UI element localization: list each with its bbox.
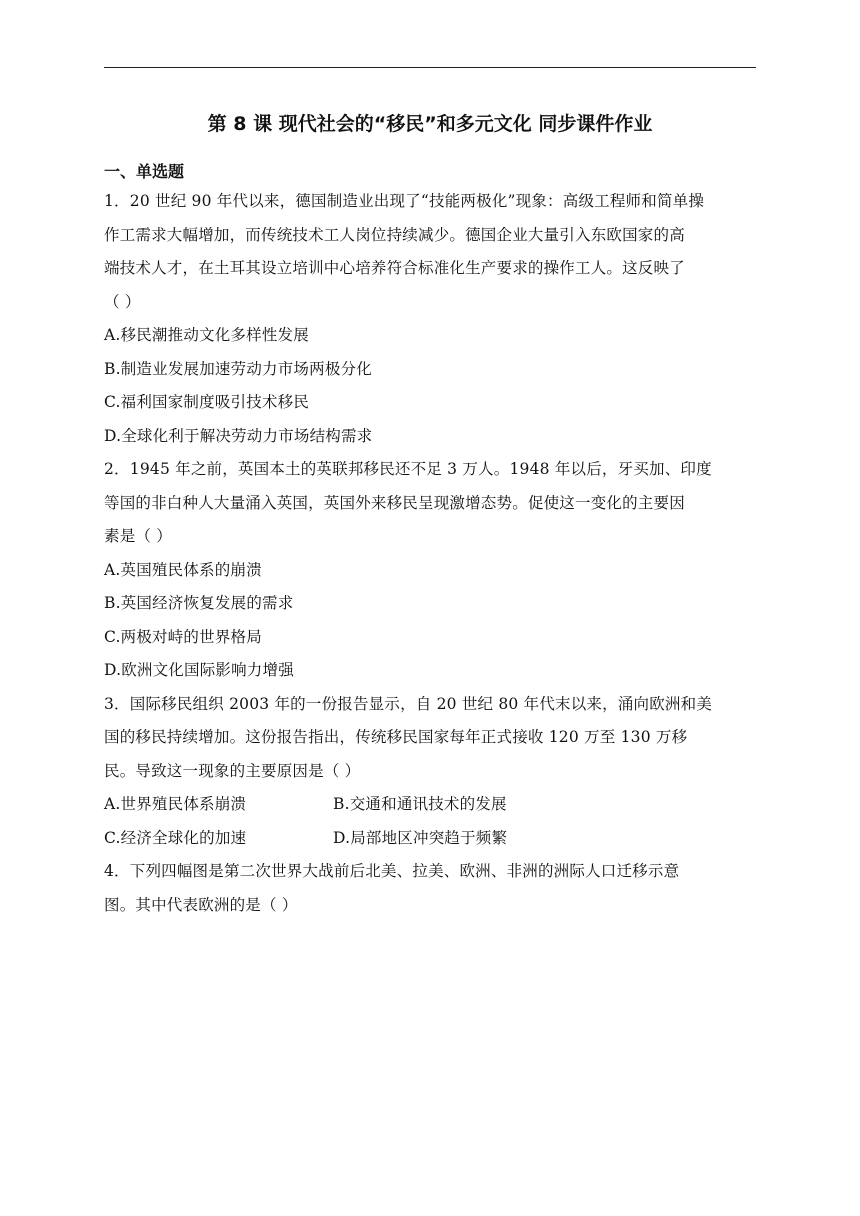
question-1-option-c: C.福利国家制度吸引技术移民 xyxy=(104,393,310,411)
question-3 xyxy=(104,688,756,856)
page-title: 第 8 课 现代社会的“移民”和多元文化 同步课件作业 xyxy=(207,113,653,135)
question-2-option-d: D.欧洲文化国际影响力增强 xyxy=(104,661,294,679)
question-3-option-d: D.局部地区冲突趋于频繁 xyxy=(333,828,508,847)
question-2-line-2: 等国的非白种人大量涌入英国，英国外来移民呈现激增态势。促使这一变化的主要因 xyxy=(104,493,685,512)
question-2-option-a: A.英国殖民体系的崩溃 xyxy=(104,560,262,579)
question-3-line-3: 民。导致这一现象的主要原因是（ ） xyxy=(104,761,361,780)
question-3-line-1: 3．国际移民组织 2003 年的一份报告显示，自 20 世纪 80 年代末以来，涌向欧洲和美 xyxy=(104,694,713,713)
question-3-option-b: B.交通和通讯技术的发展 xyxy=(333,795,507,813)
question-2 xyxy=(104,453,756,688)
question-1-line-3: 端技术人才，在土耳其设立培训中心培养符合标准化生产要求的操作工人。这反映了 xyxy=(104,259,685,277)
question-1-option-a: A.移民潮推动文化多样性发展 xyxy=(104,326,309,344)
question-2-option-c: C.两极对峙的世界格局 xyxy=(104,627,262,646)
question-4 xyxy=(104,855,756,922)
question-2-line-1: 2．1945 年之前，英国本土的英联邦移民还不足 3 万人。1948 年以后，牙买加、印度 xyxy=(104,460,712,478)
question-3-option-a: A.世界殖民体系崩溃 xyxy=(104,795,247,813)
question-1-line-4: （ ） xyxy=(104,292,141,311)
question-3-line-2: 国的移民持续增加。这份报告指出，传统移民国家每年正式接收 120 万至 130 万移 xyxy=(104,728,688,746)
question-1-option-b: B.制造业发展加速劳动力市场两极分化 xyxy=(104,359,372,378)
header-rule xyxy=(104,67,756,68)
question-1-line-1: 1．20 世纪 90 年代以来，德国制造业出现了“技能两极化”现象：高级工程师和简单操 xyxy=(104,192,705,210)
section-heading: 一、单选题 xyxy=(104,162,185,181)
question-1-line-2: 作工需求大幅增加，而传统技术工人岗位持续减少。德国企业大量引入东欧国家的高 xyxy=(104,225,685,244)
question-2-option-b: B.英国经济恢复发展的需求 xyxy=(104,594,294,612)
question-3-options-row-2 xyxy=(104,822,756,856)
question-4-line-2: 图。其中代表欧洲的是（ ） xyxy=(104,895,298,914)
question-2-line-3: 素是（ ） xyxy=(104,527,172,545)
question-3-option-c: C.经济全球化的加速 xyxy=(104,828,247,847)
question-1 xyxy=(104,185,756,453)
question-list xyxy=(104,185,756,922)
question-4-line-1: 4．下列四幅图是第二次世界大战前后北美、拉美、欧洲、非洲的洲际人口迁移示意 xyxy=(104,862,680,880)
question-1-option-d: D.全球化利于解决劳动力市场结构需求 xyxy=(104,426,373,445)
question-3-options-row-1 xyxy=(104,788,756,822)
